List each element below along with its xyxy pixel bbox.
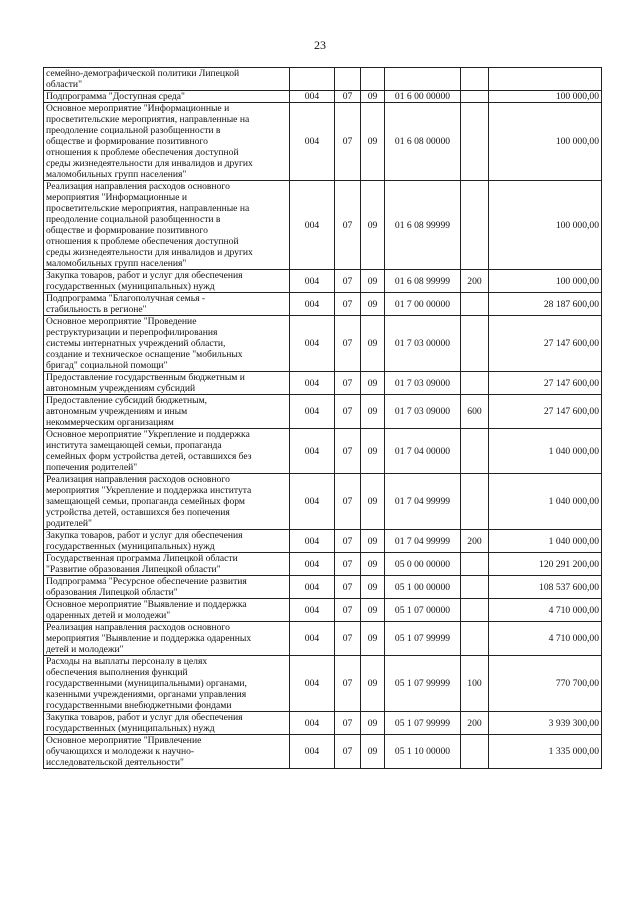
row-section: 07 — [335, 395, 361, 429]
row-expense-type: 200 — [461, 270, 489, 293]
row-target-article: 01 7 03 00000 — [385, 316, 461, 372]
row-subsection: 09 — [361, 576, 385, 599]
row-expense-type — [461, 91, 489, 103]
row-amount: 27 147 600,00 — [489, 395, 602, 429]
row-department-code: 004 — [290, 712, 335, 735]
row-target-article: 01 7 04 99999 — [385, 474, 461, 530]
row-amount: 1 040 000,00 — [489, 474, 602, 530]
row-section: 07 — [335, 103, 361, 181]
row-subsection: 09 — [361, 181, 385, 270]
row-department-code: 004 — [290, 622, 335, 656]
table-row — [44, 270, 602, 293]
row-expense-type — [461, 599, 489, 622]
row-expense-type: 100 — [461, 656, 489, 712]
row-target-article: 01 7 04 99999 — [385, 530, 461, 553]
row-department-code: 004 — [290, 91, 335, 103]
row-amount: 1 335 000,00 — [489, 735, 602, 769]
row-target-article: 01 7 03 09000 — [385, 372, 461, 395]
table-row — [44, 735, 602, 769]
row-name: Государственная программа Липецкой области "Развитие образования Липецкой области" — [44, 553, 290, 576]
row-amount: 100 000,00 — [489, 103, 602, 181]
row-subsection: 09 — [361, 395, 385, 429]
row-amount: 108 537 600,00 — [489, 576, 602, 599]
row-expense-type — [461, 68, 489, 91]
row-target-article: 01 6 08 00000 — [385, 103, 461, 181]
row-name: семейно-демографической политики Липецкой области" — [44, 68, 290, 91]
row-subsection: 09 — [361, 429, 385, 474]
table-row — [44, 553, 602, 576]
row-amount: 100 000,00 — [489, 91, 602, 103]
row-department-code: 004 — [290, 395, 335, 429]
table-row — [44, 599, 602, 622]
row-expense-type — [461, 103, 489, 181]
row-section: 07 — [335, 656, 361, 712]
row-subsection: 09 — [361, 372, 385, 395]
row-amount: 1 040 000,00 — [489, 429, 602, 474]
row-subsection: 09 — [361, 622, 385, 656]
row-target-article: 01 6 00 00000 — [385, 91, 461, 103]
row-expense-type — [461, 553, 489, 576]
row-name: Закупка товаров, работ и услуг для обеспечения государственных (муниципальных) нужд — [44, 270, 290, 293]
row-target-article: 01 6 08 99999 — [385, 181, 461, 270]
row-target-article: 05 1 00 00000 — [385, 576, 461, 599]
row-department-code: 004 — [290, 316, 335, 372]
row-subsection: 09 — [361, 599, 385, 622]
row-amount: 100 000,00 — [489, 270, 602, 293]
row-target-article: 05 1 10 00000 — [385, 735, 461, 769]
row-section: 07 — [335, 181, 361, 270]
row-name: Основное мероприятие "Информационные и просветительские мероприятия, направленные на преодоление социальной разобщенности в обществе и формирование позитивного отношения к проблеме обеспечения доступной среды жизнедеятельности для инвалидов и других маломобильных групп населения" — [44, 103, 290, 181]
row-amount: 1 040 000,00 — [489, 530, 602, 553]
row-department-code: 004 — [290, 270, 335, 293]
row-target-article: 05 1 07 99999 — [385, 656, 461, 712]
table-row — [44, 103, 602, 181]
table-row — [44, 656, 602, 712]
row-target-article: 01 6 08 99999 — [385, 270, 461, 293]
row-subsection: 09 — [361, 735, 385, 769]
row-name: Основное мероприятие "Выявление и поддержка одаренных детей и молодежи" — [44, 599, 290, 622]
row-department-code: 004 — [290, 576, 335, 599]
row-section: 07 — [335, 316, 361, 372]
row-section: 07 — [335, 553, 361, 576]
table-row — [44, 576, 602, 599]
row-name: Подпрограмма "Благополучная семья - стабильность в регионе" — [44, 293, 290, 316]
row-expense-type — [461, 293, 489, 316]
table-row — [44, 68, 602, 91]
row-subsection: 09 — [361, 656, 385, 712]
table-row — [44, 474, 602, 530]
row-section: 07 — [335, 429, 361, 474]
row-expense-type: 200 — [461, 712, 489, 735]
row-subsection: 09 — [361, 553, 385, 576]
row-department-code: 004 — [290, 372, 335, 395]
row-amount: 3 939 300,00 — [489, 712, 602, 735]
row-target-article: 05 1 07 99999 — [385, 712, 461, 735]
row-name: Основное мероприятие "Укрепление и поддержка института замещающей семьи, пропаганда семейных форм устройства детей, оставшихся без попечения родителей" — [44, 429, 290, 474]
table-row — [44, 530, 602, 553]
row-amount: 28 187 600,00 — [489, 293, 602, 316]
row-expense-type: 600 — [461, 395, 489, 429]
row-subsection: 09 — [361, 530, 385, 553]
row-subsection: 09 — [361, 316, 385, 372]
row-target-article: 01 7 00 00000 — [385, 293, 461, 316]
row-subsection: 09 — [361, 270, 385, 293]
row-department-code: 004 — [290, 293, 335, 316]
row-subsection: 09 — [361, 91, 385, 103]
row-subsection: 09 — [361, 293, 385, 316]
table-row — [44, 622, 602, 656]
row-name: Расходы на выплаты персоналу в целях обеспечения выполнения функций государственными (муниципальными) органами, казенными учреждениями, органами управления государственными внебюджетными фондами — [44, 656, 290, 712]
row-target-article — [385, 68, 461, 91]
row-name: Подпрограмма "Ресурсное обеспечение развития образования Липецкой области" — [44, 576, 290, 599]
row-amount: 27 147 600,00 — [489, 316, 602, 372]
row-amount: 4 710 000,00 — [489, 599, 602, 622]
row-department-code: 004 — [290, 103, 335, 181]
row-department-code: 004 — [290, 656, 335, 712]
table-row — [44, 429, 602, 474]
row-name: Реализация направления расходов основного мероприятия "Информационные и просветительские мероприятия, направленные на преодоление социальной разобщенности в обществе и формирование позитивного отношения к проблеме обеспечения доступной среды жизнедеятельности для инвалидов и других маломобильных групп населения" — [44, 181, 290, 270]
row-subsection — [361, 68, 385, 91]
row-target-article: 05 1 07 99999 — [385, 622, 461, 656]
row-name: Подпрограмма "Доступная среда" — [44, 91, 290, 103]
row-department-code: 004 — [290, 553, 335, 576]
row-name: Предоставление государственным бюджетным и автономным учреждениям субсидий — [44, 372, 290, 395]
row-section: 07 — [335, 599, 361, 622]
row-name: Реализация направления расходов основного мероприятия "Выявление и поддержка одаренных детей и молодежи" — [44, 622, 290, 656]
row-section: 07 — [335, 91, 361, 103]
row-section: 07 — [335, 372, 361, 395]
row-target-article: 01 7 03 09000 — [385, 395, 461, 429]
row-name: Основное мероприятие "Привлечение обучающихся и молодежи к научно- исследовательской деятельности" — [44, 735, 290, 769]
table-row — [44, 712, 602, 735]
row-expense-type — [461, 622, 489, 656]
row-section: 07 — [335, 735, 361, 769]
row-target-article: 01 7 04 00000 — [385, 429, 461, 474]
row-expense-type — [461, 474, 489, 530]
row-target-article: 05 1 07 00000 — [385, 599, 461, 622]
row-department-code: 004 — [290, 735, 335, 769]
budget-table — [43, 67, 602, 769]
row-section: 07 — [335, 712, 361, 735]
table-row — [44, 316, 602, 372]
row-expense-type — [461, 576, 489, 599]
row-subsection: 09 — [361, 103, 385, 181]
row-section: 07 — [335, 530, 361, 553]
row-section: 07 — [335, 474, 361, 530]
row-amount: 770 700,00 — [489, 656, 602, 712]
row-name: Закупка товаров, работ и услуг для обеспечения государственных (муниципальных) нужд — [44, 530, 290, 553]
row-expense-type — [461, 735, 489, 769]
row-expense-type — [461, 181, 489, 270]
row-department-code — [290, 68, 335, 91]
row-amount: 100 000,00 — [489, 181, 602, 270]
table-row — [44, 395, 602, 429]
row-expense-type — [461, 316, 489, 372]
row-department-code: 004 — [290, 474, 335, 530]
row-section: 07 — [335, 622, 361, 656]
row-section: 07 — [335, 270, 361, 293]
row-amount: 120 291 200,00 — [489, 553, 602, 576]
table-row — [44, 181, 602, 270]
row-department-code: 004 — [290, 530, 335, 553]
row-subsection: 09 — [361, 474, 385, 530]
row-expense-type: 200 — [461, 530, 489, 553]
row-name: Основное мероприятие "Проведение реструктуризации и перепрофилирования системы интернатных учреждений области, создание и техническое оснащение "мобильных бригад" социальной помощи" — [44, 316, 290, 372]
row-amount: 27 147 600,00 — [489, 372, 602, 395]
row-subsection: 09 — [361, 712, 385, 735]
row-expense-type — [461, 429, 489, 474]
row-amount: 4 710 000,00 — [489, 622, 602, 656]
row-name: Предоставление субсидий бюджетным, автономным учреждениям и иным некоммерческим организациям — [44, 395, 290, 429]
row-department-code: 004 — [290, 599, 335, 622]
table-row — [44, 91, 602, 103]
row-name: Закупка товаров, работ и услуг для обеспечения государственных (муниципальных) нужд — [44, 712, 290, 735]
page-number: 23 — [314, 38, 326, 52]
row-department-code: 004 — [290, 181, 335, 270]
row-section: 07 — [335, 293, 361, 316]
row-target-article: 05 0 00 00000 — [385, 553, 461, 576]
row-department-code: 004 — [290, 429, 335, 474]
table-row — [44, 293, 602, 316]
row-section: 07 — [335, 576, 361, 599]
row-name: Реализация направления расходов основного мероприятия "Укрепление и поддержка института замещающей семьи, пропаганда семейных форм устройства детей, оставшихся без попечения родителей" — [44, 474, 290, 530]
row-section — [335, 68, 361, 91]
table-row — [44, 372, 602, 395]
row-expense-type — [461, 372, 489, 395]
row-amount — [489, 68, 602, 91]
